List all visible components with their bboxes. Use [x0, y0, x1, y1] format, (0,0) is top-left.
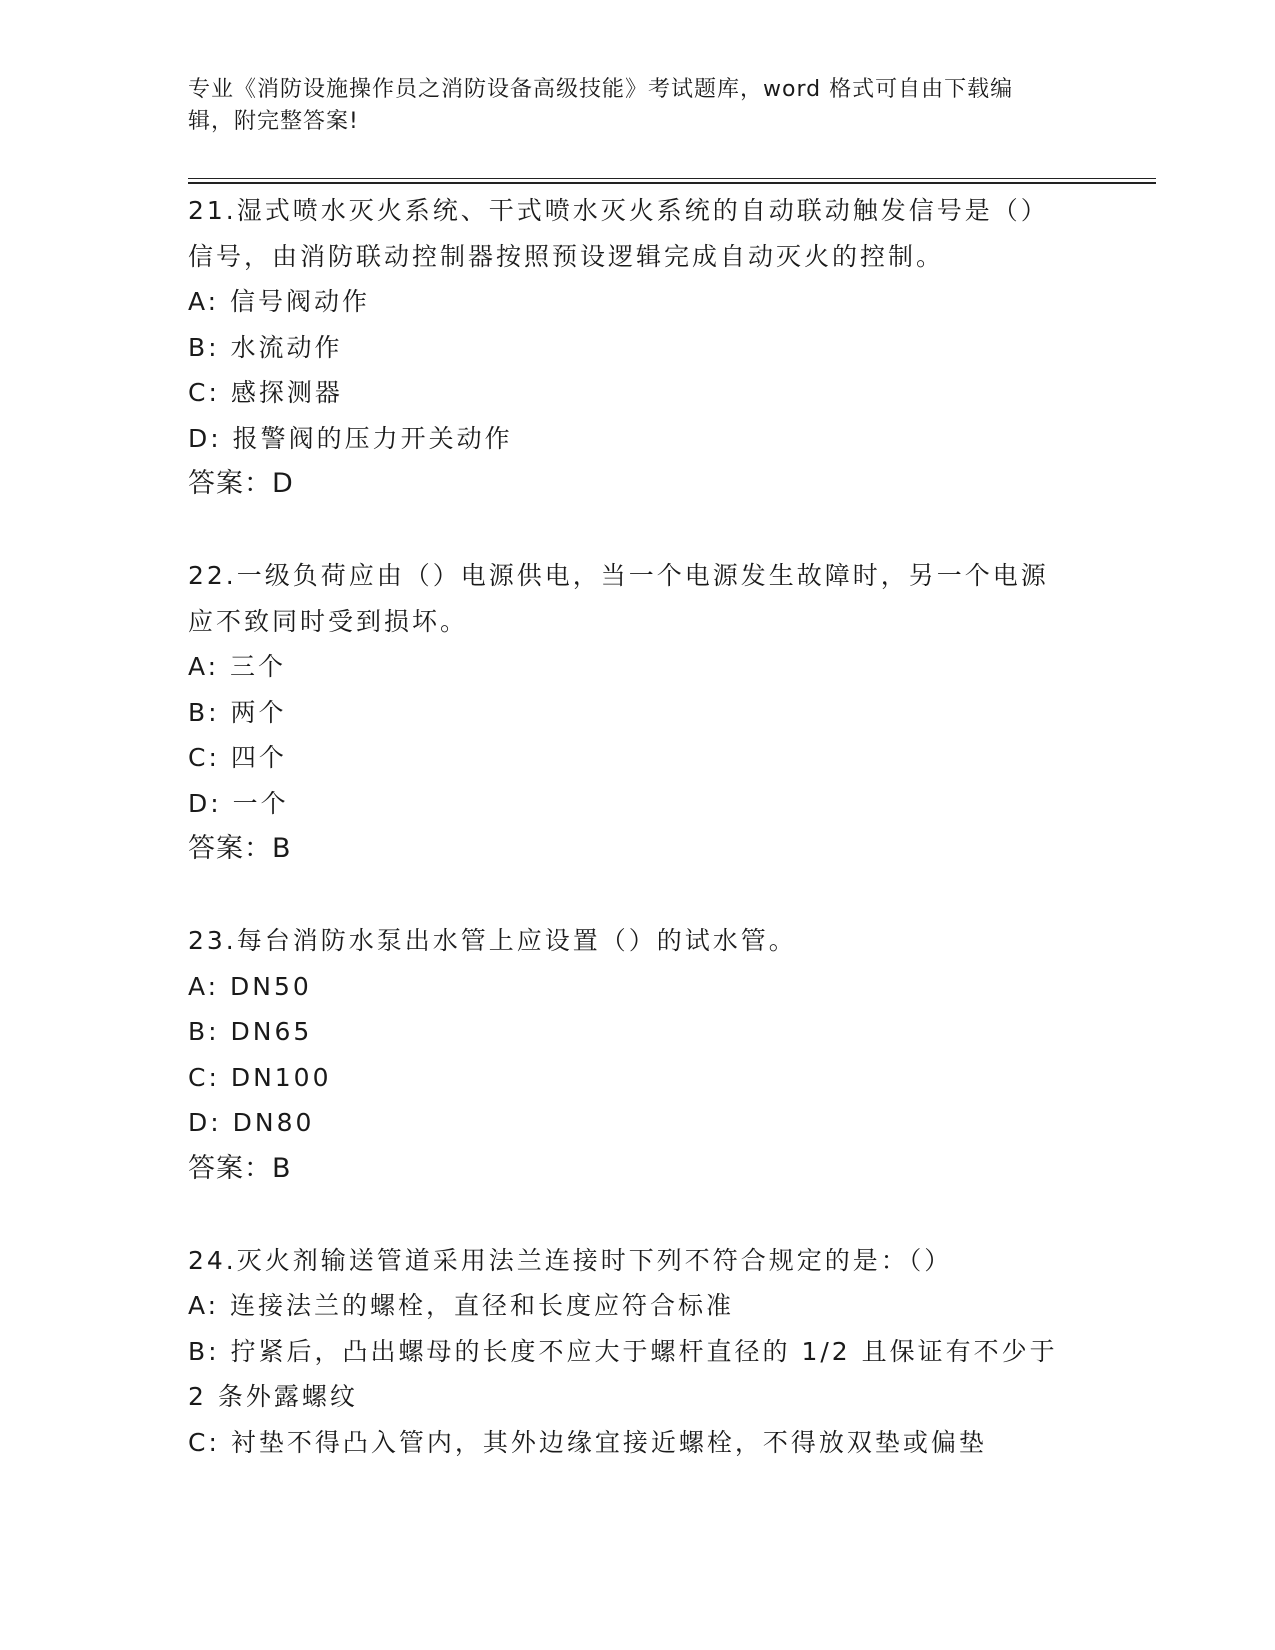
option-a: A: 连接法兰的螺栓，直径和长度应符合标准 — [188, 1291, 735, 1320]
question-22 — [188, 553, 1088, 872]
option-d: D: 报警阀的压力开关动作 — [188, 423, 513, 453]
question-24 — [188, 1238, 1088, 1466]
question-stem: 信号，由消防联动控制器按照预设逻辑完成自动灭火的控制。 — [188, 241, 945, 271]
header-divider-thick — [188, 182, 1156, 184]
answer: 答案：B — [188, 1152, 292, 1184]
option-c: C: 四个 — [188, 743, 287, 772]
question-stem: 22.一级负荷应由（）电源供电，当一个电源发生故障时，另一个电源 — [188, 561, 1049, 590]
option-b: B: 两个 — [188, 697, 287, 727]
answer: 答案：B — [188, 833, 292, 864]
option-c: C: 衬垫不得凸入管内，其外边缘宜接近螺栓，不得放双垫或偏垫 — [188, 1427, 987, 1457]
option-d: D: 一个 — [188, 788, 289, 818]
option-b: B: 拧紧后，凸出螺母的长度不应大于螺杆直径的 1/2 且保证有不少于 — [188, 1336, 1058, 1366]
question-list — [188, 188, 1088, 1511]
option-d: D: DN80 — [188, 1108, 315, 1137]
option-b: B: 水流动作 — [188, 332, 343, 362]
question-23 — [188, 918, 1088, 1192]
answer: 答案：D — [188, 468, 294, 499]
option-b: B: DN65 — [188, 1017, 313, 1046]
question-stem: 应不致同时受到损坏。 — [188, 606, 469, 636]
header-divider — [188, 178, 1156, 179]
option-b-continued: 2 条外露螺纹 — [188, 1382, 358, 1411]
question-21 — [188, 188, 1088, 507]
option-a: A: 信号阀动作 — [188, 287, 371, 316]
question-stem: 23.每台消防水泵出水管上应设置（）的试水管。 — [188, 926, 797, 955]
option-c: C: DN100 — [188, 1062, 332, 1092]
header-line-1: 专业《消防设施操作员之消防设备高级技能》考试题库，word 格式可自由下载编 — [188, 77, 1014, 102]
question-stem: 21.湿式喷水灭火系统、干式喷水灭火系统的自动联动触发信号是（） — [188, 196, 1049, 225]
header-line-2: 辑，附完整答案! — [188, 109, 359, 134]
question-stem: 24.灭火剂输送管道采用法兰连接时下列不符合规定的是：（） — [188, 1245, 953, 1275]
document-header — [188, 74, 1088, 138]
option-c: C: 感探测器 — [188, 378, 343, 407]
option-a: A: 三个 — [188, 652, 287, 681]
option-a: A: DN50 — [188, 971, 312, 1001]
